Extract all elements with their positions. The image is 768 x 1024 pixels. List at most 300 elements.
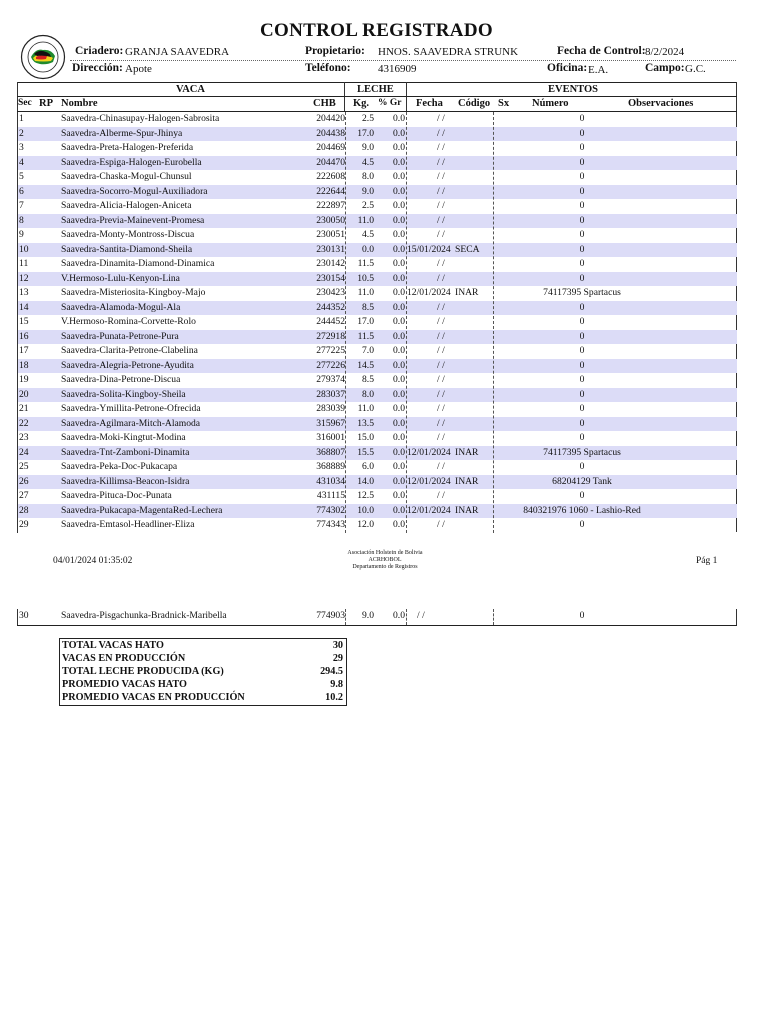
- row-nombre: Saavedra-Dinamita-Diamond-Dinamica: [61, 258, 215, 269]
- row-chb: 315967: [316, 417, 345, 429]
- totals-row: [62, 692, 343, 705]
- totals-row: [62, 666, 343, 679]
- col-rp: RP: [39, 98, 53, 109]
- totals-row: [62, 640, 343, 653]
- row-nombre: Saavedra-Chaska-Mogul-Chunsul: [61, 171, 192, 182]
- row-nombre: Saavedra-Moki-Kingtut-Modina: [61, 432, 186, 443]
- row-numero: 0: [579, 403, 585, 414]
- row-numero: 74117395 Spartacus: [543, 287, 621, 298]
- row-gr: 0.0: [393, 490, 405, 501]
- row-chb: 431034: [316, 475, 345, 487]
- row30-left-border: [17, 609, 18, 625]
- fecha-control-value: 8/2/2024: [645, 46, 685, 58]
- row-chb: 774903: [316, 610, 345, 621]
- row-nombre: Saavedra-Socorro-Mogul-Auxiliadora: [61, 185, 208, 197]
- table-row: [17, 272, 737, 287]
- body-sep-gr: [406, 112, 407, 533]
- row-fecha: / /: [437, 316, 445, 327]
- row-kg: 17.0: [357, 127, 374, 139]
- row-kg: 6.0: [362, 461, 374, 472]
- table-row: [17, 518, 737, 533]
- row-kg: 9.0: [362, 185, 374, 197]
- row-sec: 8: [19, 214, 24, 226]
- row-kg: 8.0: [362, 388, 374, 400]
- row-gr: 0.0: [393, 432, 405, 443]
- table-row: [17, 257, 737, 272]
- row-nombre: Saavedra-Chinasupay-Halogen-Sabrosita: [61, 113, 220, 124]
- row-sec: 26: [19, 475, 29, 487]
- row-chb: 204469: [316, 142, 345, 153]
- col-gr: % Gr: [378, 98, 402, 108]
- table-row: [17, 199, 737, 214]
- row-kg: 14.5: [357, 359, 374, 371]
- row-numero: 0: [579, 113, 585, 124]
- org-acronym: ACRHOBOL: [368, 557, 402, 563]
- row-nombre: Saavedra-Alamoda-Mogul-Ala: [61, 301, 181, 313]
- row-chb: 230051: [316, 229, 345, 240]
- row-numero: 0: [579, 345, 585, 356]
- table-row: [17, 315, 737, 330]
- table-row: [17, 504, 737, 519]
- row-nombre: Saavedra-Clarita-Petrone-Clabelina: [61, 345, 198, 356]
- row-numero: 0: [579, 432, 585, 443]
- propietario-value: HNOS. SAAVEDRA STRUNK: [378, 46, 519, 58]
- row-numero: 0: [579, 243, 585, 255]
- table-row: [17, 185, 737, 200]
- row-fecha: / /: [437, 388, 445, 400]
- row-fecha: / /: [437, 229, 445, 240]
- row-kg: 15.5: [357, 446, 374, 458]
- row-kg: 8.5: [362, 301, 374, 313]
- row-gr: 0.0: [393, 301, 405, 313]
- row-fecha: 12/01/2024: [407, 475, 451, 487]
- row-codigo: SECA: [455, 243, 480, 255]
- row-nombre: Saavedra-Solita-Kingboy-Sheila: [61, 388, 186, 400]
- row-fecha: 15/01/2024: [407, 243, 451, 255]
- row-kg: 10.5: [357, 272, 374, 284]
- row-numero: 0: [579, 127, 585, 139]
- totals-label: TOTAL LECHE PRODUCIDA (KG): [62, 666, 224, 677]
- row-sec: 24: [19, 446, 29, 458]
- row-kg: 9.0: [362, 142, 374, 153]
- row-kg: 10.0: [357, 504, 374, 516]
- row-gr: 0.0: [393, 345, 405, 356]
- row-kg: 13.5: [357, 417, 374, 429]
- row-kg: 11.0: [357, 214, 374, 226]
- row-nombre: Saavedra-Pisgachunka-Bradnick-Maribella: [61, 610, 227, 621]
- row-kg: 8.5: [362, 374, 374, 385]
- row-fecha: / /: [417, 610, 425, 621]
- row-sec: 9: [19, 229, 24, 240]
- row-numero: 68204129 Tank: [552, 475, 612, 487]
- row-chb: 279374: [316, 374, 345, 385]
- row-kg: 17.0: [357, 316, 374, 327]
- row-nombre: Saavedra-Agilmara-Mitch-Alamoda: [61, 417, 201, 429]
- row30-sep-gr: [406, 609, 407, 625]
- row-sec: 12: [19, 272, 29, 284]
- campo-value: G.C.: [685, 63, 706, 75]
- table-row: [17, 228, 737, 243]
- print-timestamp: 04/01/2024 01:35:02: [53, 556, 133, 566]
- row-gr: 0.0: [393, 258, 405, 269]
- group-vaca: VACA: [176, 84, 205, 95]
- table-row: [17, 170, 737, 185]
- row-sec: 5: [19, 171, 24, 182]
- row-nombre: Saavedra-Espiga-Halogen-Eurobella: [61, 156, 202, 168]
- totals-value: 294.5: [320, 666, 343, 677]
- row-nombre: Saavedra-Alberme-Spur-Jhinya: [61, 127, 183, 139]
- telefono-value: 4316909: [378, 63, 417, 75]
- row-sec: 11: [19, 258, 29, 269]
- row-fecha: / /: [437, 127, 445, 139]
- table-top-border: [17, 82, 737, 83]
- row-sec: 19: [19, 374, 29, 385]
- row-sec: 4: [19, 156, 24, 168]
- totals-value: 9.8: [330, 679, 343, 690]
- row-nombre: Saavedra-Monty-Montross-Discua: [61, 229, 195, 240]
- row-fecha: 12/01/2024: [407, 504, 451, 516]
- row-sec: 17: [19, 345, 29, 356]
- row-numero: 840321976 1060 - Lashio-Red: [523, 504, 641, 516]
- group-leche: LECHE: [357, 84, 394, 95]
- row-fecha: / /: [437, 185, 445, 197]
- row-numero: 0: [579, 461, 585, 472]
- row-sec: 7: [19, 200, 24, 211]
- row-kg: 4.5: [362, 229, 374, 240]
- row-numero: 0: [579, 388, 585, 400]
- row-numero: 0: [579, 171, 585, 182]
- row-nombre: Saavedra-Pukacapa-MagentaRed-Lechera: [61, 504, 223, 516]
- table-row: [17, 330, 737, 345]
- fecha-control-label: Fecha de Control:: [557, 45, 646, 57]
- row-codigo: INAR: [455, 504, 479, 516]
- row-fecha: / /: [437, 359, 445, 371]
- row-sec: 29: [19, 519, 29, 530]
- table-row: [17, 373, 737, 388]
- row-kg: 11.5: [357, 330, 374, 342]
- col-chb: CHB: [313, 98, 336, 109]
- criadero-label: Criadero:: [75, 45, 124, 57]
- row-chb: 230131: [316, 243, 345, 255]
- row-gr: 0.0: [393, 185, 405, 197]
- row-chb: 222608: [316, 171, 345, 182]
- oficina-value: E.A.: [588, 64, 609, 76]
- totals-row: [62, 679, 343, 692]
- row-fecha: / /: [437, 461, 445, 472]
- table-row: [17, 286, 737, 301]
- row-nombre: Saavedra-Alegria-Petrone-Ayudita: [61, 359, 194, 371]
- table-row: [17, 417, 737, 432]
- row-fecha: / /: [437, 272, 445, 284]
- association-logo: [20, 34, 66, 80]
- row-gr: 0.0: [393, 113, 405, 124]
- row-fecha: / /: [437, 417, 445, 429]
- body-sep-sx: [493, 112, 494, 533]
- row-chb: 204420: [316, 113, 345, 124]
- row-fecha: / /: [437, 374, 445, 385]
- row-numero: 0: [579, 185, 585, 197]
- row-nombre: Saavedra-Punata-Petrone-Pura: [61, 330, 179, 342]
- row-fecha: / /: [437, 345, 445, 356]
- row-numero: 0: [579, 301, 585, 313]
- body-sep-chb: [345, 112, 346, 533]
- row-chb: 283039: [316, 403, 345, 414]
- col-kg: Kg.: [353, 98, 370, 109]
- row-numero: 0: [579, 374, 585, 385]
- row-gr: 0.0: [393, 214, 405, 226]
- row-gr: 0.0: [393, 330, 405, 342]
- row-nombre: V.Hermoso-Lulu-Kenyon-Lina: [61, 272, 180, 284]
- row-nombre: Saavedra-Previa-Mainevent-Promesa: [61, 214, 205, 226]
- propietario-label: Propietario:: [305, 45, 365, 57]
- totals-label: VACAS EN PRODUCCIÓN: [62, 653, 186, 664]
- row-nombre: Saavedra-Ymillita-Petrone-Ofrecida: [61, 403, 201, 414]
- totals-row: [62, 653, 343, 666]
- row-sec: 21: [19, 403, 29, 414]
- row-chb: 316001: [316, 432, 345, 443]
- table-row: [17, 214, 737, 229]
- row-chb: 230154: [316, 272, 345, 284]
- table-row: [17, 112, 737, 127]
- totals-value: 10.2: [325, 692, 343, 703]
- row-numero: 0: [579, 200, 585, 211]
- header-sep-leche: [406, 82, 407, 112]
- row-chb: 368889: [316, 461, 345, 472]
- row-fecha: / /: [437, 519, 445, 530]
- row-fecha: / /: [437, 301, 445, 313]
- row-nombre: Saavedra-Peka-Doc-Pukacapa: [61, 461, 178, 472]
- row-kg: 11.0: [357, 403, 374, 414]
- row-chb: 431115: [316, 490, 345, 501]
- row-kg: 0.0: [362, 243, 374, 255]
- totals-box: [59, 638, 347, 706]
- row-numero: 0: [579, 359, 585, 371]
- row-chb: 222897: [316, 200, 345, 211]
- row-kg: 4.5: [362, 156, 374, 168]
- row-chb: 283037: [316, 388, 345, 400]
- table-row: [17, 301, 737, 316]
- row-gr: 0.0: [393, 461, 405, 472]
- row-fecha: / /: [437, 258, 445, 269]
- row-sec: 22: [19, 417, 29, 429]
- row-gr: 0.0: [393, 156, 405, 168]
- row-gr: 0.0: [393, 359, 405, 371]
- row-chb: 368807: [316, 446, 345, 458]
- table-row: [17, 243, 737, 258]
- col-observaciones: Observaciones: [628, 98, 694, 109]
- row-kg: 12.0: [357, 519, 374, 530]
- row-gr: 0.0: [393, 388, 405, 400]
- row-gr: 0.0: [393, 403, 405, 414]
- oficina-label: Oficina:: [547, 62, 588, 74]
- row-fecha: / /: [437, 171, 445, 182]
- table-row: [17, 127, 737, 142]
- row-chb: 244352: [316, 301, 345, 313]
- row-numero: 0: [579, 519, 585, 530]
- table-row: [17, 344, 737, 359]
- row-chb: 774343: [316, 519, 345, 530]
- row-sec: 2: [19, 127, 24, 139]
- row-sec: 14: [19, 301, 29, 313]
- row-gr: 0.0: [393, 519, 405, 530]
- row-nombre: V.Hermoso-Romina-Corvette-Rolo: [61, 316, 196, 327]
- table-row: [17, 431, 737, 446]
- row-gr: 0.0: [393, 229, 405, 240]
- row-gr: 0.0: [393, 417, 405, 429]
- row-nombre: Saavedra-Preta-Halogen-Preferida: [61, 142, 194, 153]
- row-kg: 15.0: [357, 432, 374, 443]
- body-left-border: [17, 112, 18, 533]
- row-sec: 13: [19, 287, 29, 298]
- row-sec: 23: [19, 432, 29, 443]
- table-row: [17, 388, 737, 403]
- row-nombre: Saavedra-Pituca-Doc-Punata: [61, 490, 172, 501]
- row-nombre: Saavedra-Misteriosita-Kingboy-Majo: [61, 287, 206, 298]
- row-chb: 230142: [316, 258, 345, 269]
- row-nombre: Saavedra-Killimsa-Beacon-Isidra: [61, 475, 190, 487]
- row-nombre: Saavedra-Tnt-Zamboni-Dinamita: [61, 446, 190, 458]
- col-sx: Sx: [498, 98, 510, 109]
- header-sep-vaca: [344, 82, 345, 112]
- row-kg: 8.0: [362, 171, 374, 182]
- col-nombre: Nombre: [61, 98, 98, 109]
- col-codigo: Código: [458, 98, 491, 109]
- row-gr: 0.0: [393, 446, 405, 458]
- totals-label: TOTAL VACAS HATO: [62, 640, 164, 651]
- telefono-label: Teléfono:: [305, 62, 351, 74]
- row-nombre: Saavedra-Alicia-Halogen-Aniceta: [61, 200, 192, 211]
- row-kg: 7.0: [362, 345, 374, 356]
- row-gr: 0.0: [393, 316, 405, 327]
- row-sec: 25: [19, 461, 29, 472]
- group-eventos: EVENTOS: [548, 84, 598, 95]
- org-department: Departamento de Registros: [352, 564, 418, 570]
- row-gr: 0.0: [393, 504, 405, 516]
- row-sec: 20: [19, 388, 29, 400]
- row-gr: 0.0: [393, 287, 405, 298]
- row-gr: 0.0: [393, 475, 405, 487]
- table-row: [17, 141, 737, 156]
- row30-bottom-border: [17, 625, 737, 626]
- row-fecha: / /: [437, 432, 445, 443]
- table-row: [17, 475, 737, 490]
- row-nombre: Saavedra-Santita-Diamond-Sheila: [61, 243, 193, 255]
- row-fecha: / /: [437, 403, 445, 414]
- row-chb: 244452: [316, 316, 345, 327]
- row-codigo: INAR: [455, 475, 479, 487]
- row-nombre: Saavedra-Dina-Petrone-Discua: [61, 374, 181, 385]
- totals-label: PROMEDIO VACAS EN PRODUCCIÓN: [62, 692, 245, 703]
- row-sec: 18: [19, 359, 29, 371]
- row-fecha: 12/01/2024: [407, 287, 451, 298]
- row-sec: 10: [19, 243, 29, 255]
- table-row: [17, 359, 737, 374]
- row-numero: 0: [579, 258, 585, 269]
- table-row: [17, 446, 737, 461]
- row-sec: 6: [19, 185, 24, 197]
- direccion-value: Apote: [125, 63, 152, 75]
- row-gr: 0.0: [393, 200, 405, 211]
- row-fecha: / /: [437, 156, 445, 168]
- row-fecha: / /: [437, 113, 445, 124]
- totals-value: 30: [332, 640, 343, 651]
- row-chb: 230050: [316, 214, 345, 226]
- table-row: [17, 402, 737, 417]
- row-chb: 277225: [316, 345, 345, 356]
- row-gr: 0.0: [393, 374, 405, 385]
- row-numero: 0: [579, 417, 585, 429]
- table-row: [17, 609, 737, 624]
- row-kg: 2.5: [362, 200, 374, 211]
- row-kg: 14.0: [357, 475, 374, 487]
- row-gr: 0.0: [393, 127, 405, 139]
- row-chb: 204438: [316, 127, 345, 139]
- row-gr: 0.0: [393, 142, 405, 153]
- row30-right-border: [736, 609, 737, 625]
- report-title: CONTROL REGISTRADO: [260, 20, 493, 41]
- col-fecha: Fecha: [416, 98, 443, 109]
- row-fecha: / /: [437, 214, 445, 226]
- row-kg: 9.0: [362, 610, 374, 621]
- row-numero: 0: [579, 330, 585, 342]
- row-numero: 0: [579, 490, 585, 501]
- row-sec: 28: [19, 504, 29, 516]
- row-sec: 1: [19, 113, 24, 124]
- row-numero: 0: [579, 229, 585, 240]
- row-fecha: / /: [437, 490, 445, 501]
- row-numero: 0: [579, 214, 585, 226]
- table-row: [17, 156, 737, 171]
- header-dotted-line: [70, 60, 736, 61]
- row-gr: 0.0: [393, 610, 405, 621]
- campo-label: Campo:: [645, 62, 685, 74]
- row-codigo: INAR: [455, 446, 479, 458]
- row-gr: 0.0: [393, 243, 405, 255]
- row-chb: 230423: [316, 287, 345, 298]
- row-gr: 0.0: [393, 272, 405, 284]
- row30-sep-sx: [493, 609, 494, 625]
- row-kg: 12.5: [357, 490, 374, 501]
- row-fecha: / /: [437, 330, 445, 342]
- row30-sep-chb: [345, 609, 346, 625]
- row-numero: 0: [579, 272, 585, 284]
- row-gr: 0.0: [393, 171, 405, 182]
- row-sec: 3: [19, 142, 24, 153]
- row-kg: 11.5: [357, 258, 374, 269]
- page-number: Pág 1: [696, 556, 718, 566]
- row-numero: 0: [579, 156, 585, 168]
- row-chb: 774302: [316, 504, 345, 516]
- col-numero: Número: [532, 98, 569, 109]
- row-sec: 15: [19, 316, 29, 327]
- row-nombre: Saavedra-Emtasol-Headliner-Eliza: [61, 519, 195, 530]
- direccion-label: Dirección:: [72, 62, 123, 74]
- row-fecha: 12/01/2024: [407, 446, 451, 458]
- row-codigo: INAR: [455, 287, 479, 298]
- row-kg: 11.0: [357, 287, 374, 298]
- row-fecha: / /: [437, 200, 445, 211]
- table-row: [17, 489, 737, 504]
- row-chb: 204470: [316, 156, 345, 168]
- row-numero: 0: [579, 316, 585, 327]
- totals-label: PROMEDIO VACAS HATO: [62, 679, 187, 690]
- header-group-underline: [17, 96, 737, 97]
- row-numero: 0: [579, 610, 585, 621]
- row-numero: 74117395 Spartacus: [543, 446, 621, 458]
- row-numero: 0: [579, 142, 585, 153]
- row-chb: 272918: [316, 330, 345, 342]
- row-sec: 30: [19, 610, 29, 621]
